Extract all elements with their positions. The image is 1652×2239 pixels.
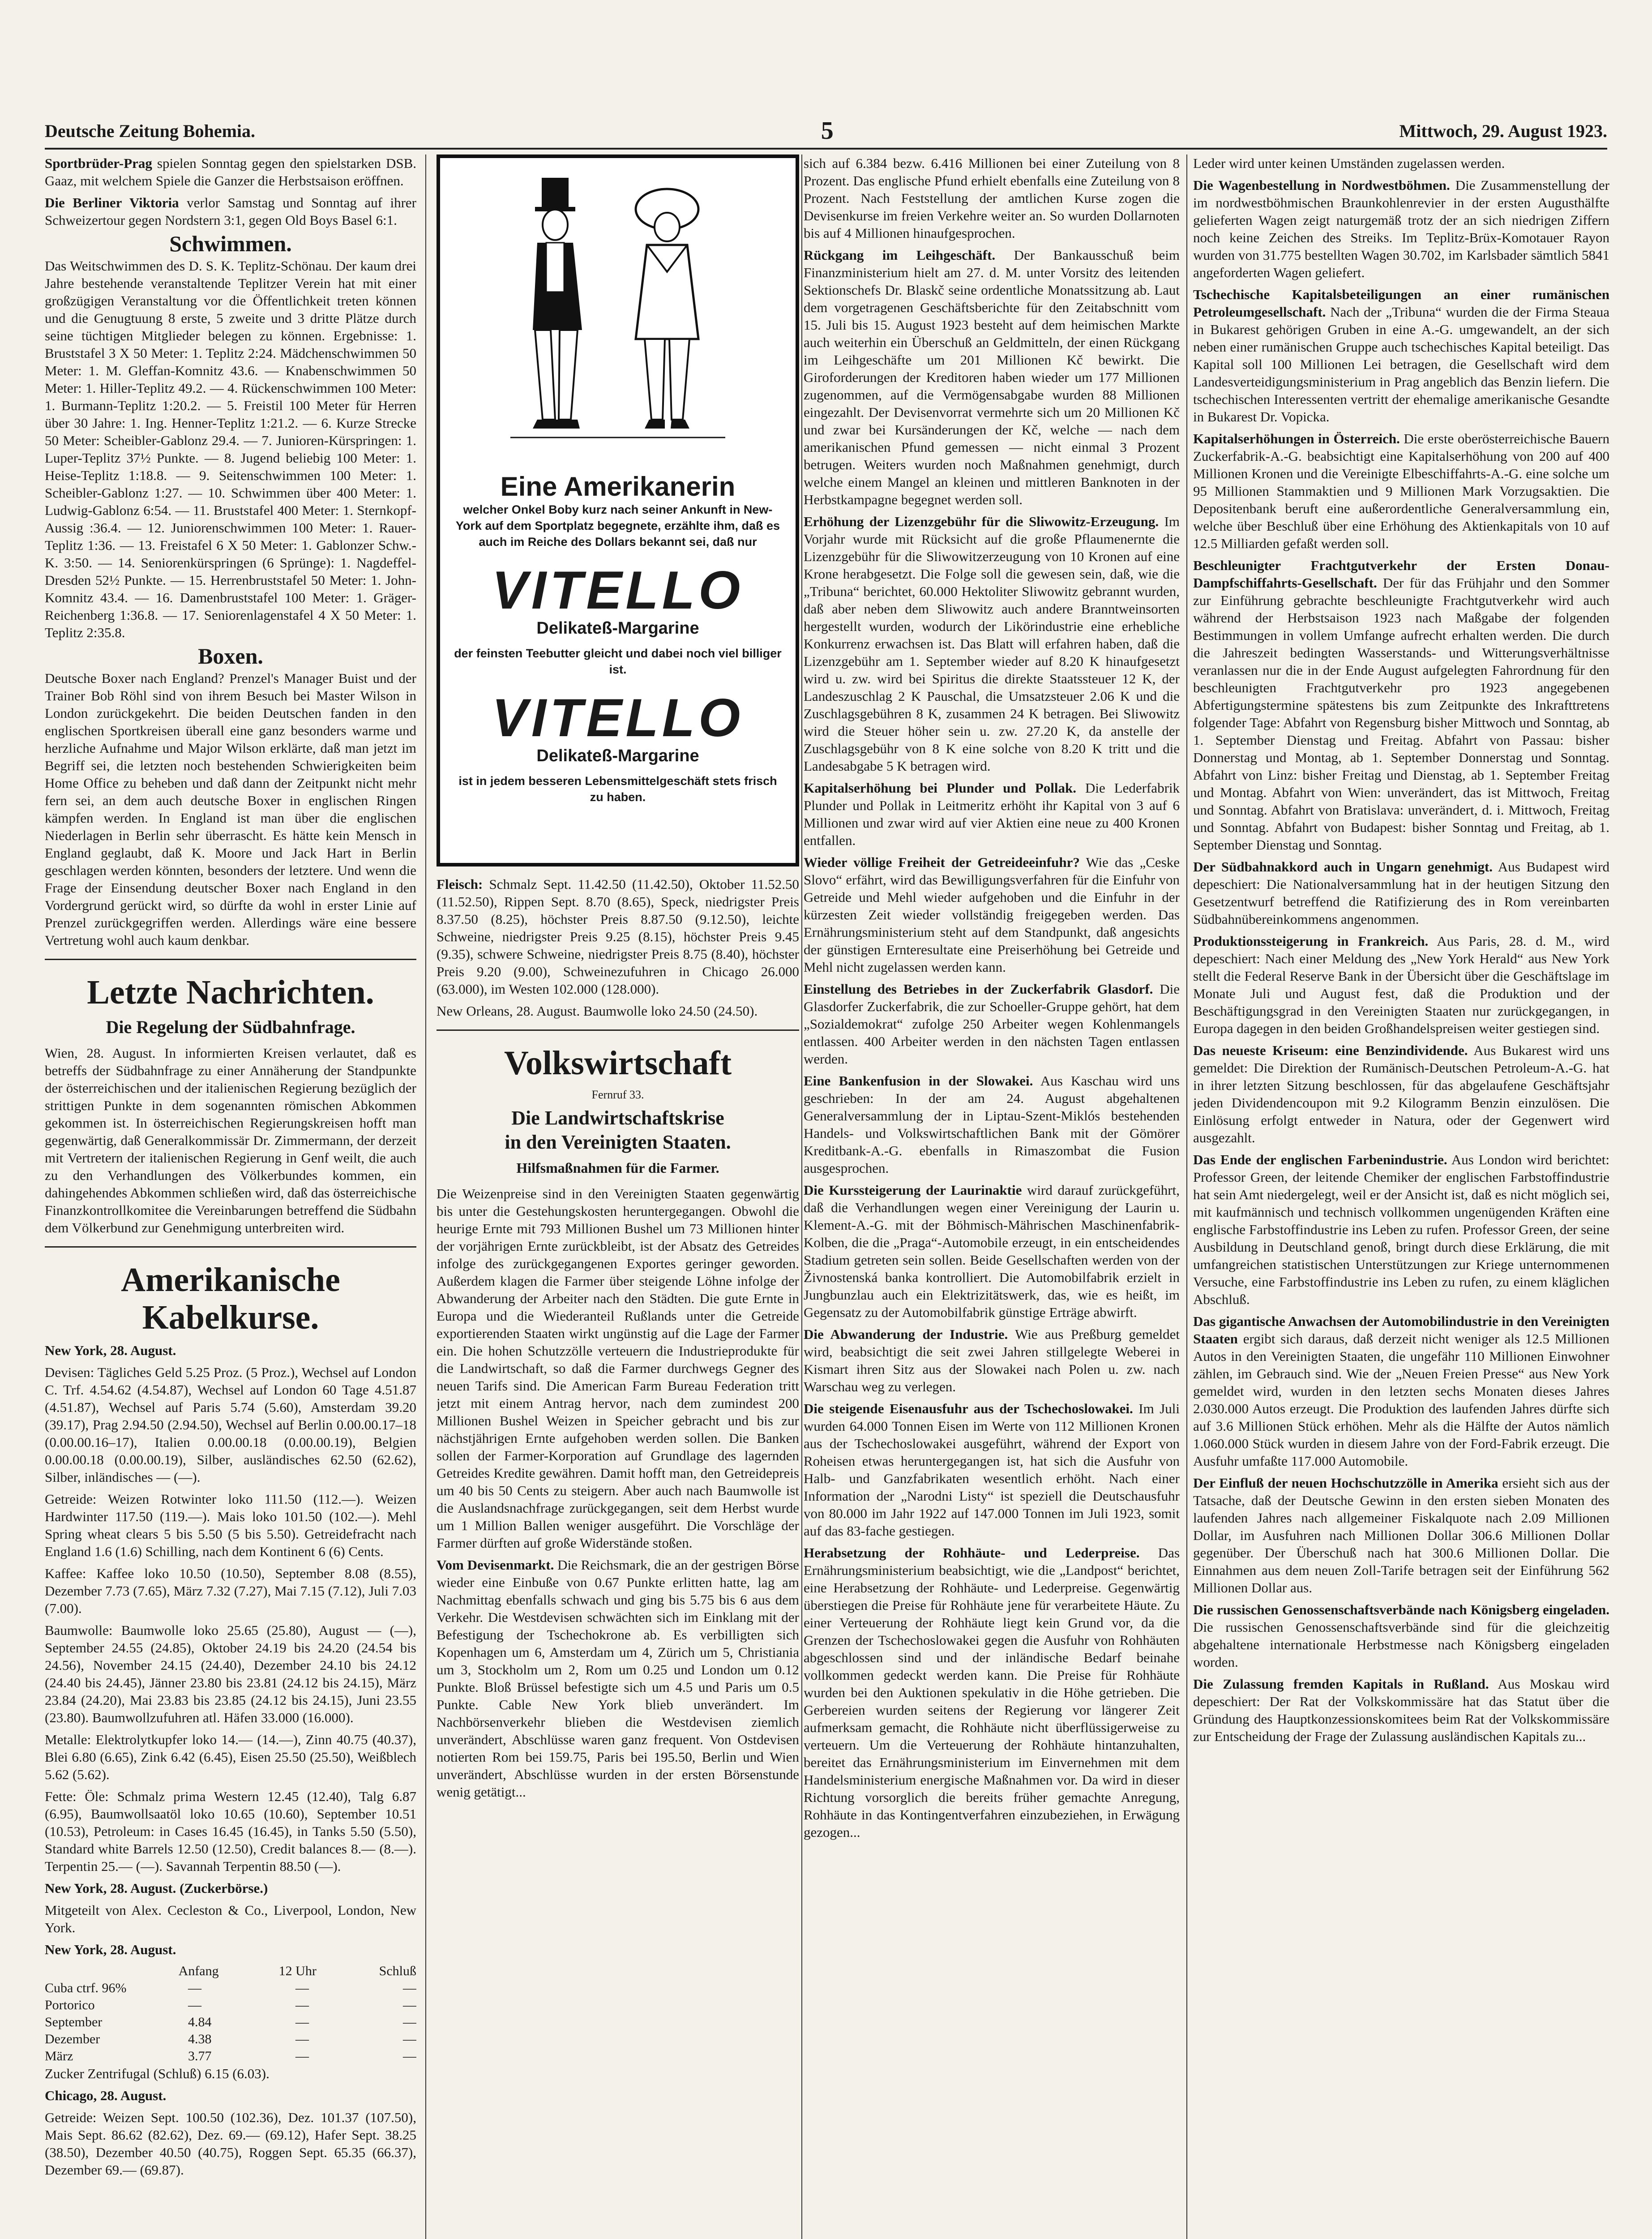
article [1193, 1474, 1609, 1596]
table-row: März 3.77 — — [45, 2049, 416, 2063]
ad-text: welcher Onkel Boby kurz nach seiner Ankunft in New-York auf dem Sportplatz begegnete, erzählte ihm, daß es auch im Reiche des Dollars bekannt sei, daß nur [455, 503, 780, 549]
phone-number: Fernruf 33. [591, 1088, 644, 1101]
article-headline: Die Regelung der Südbahnfrage. [106, 1017, 355, 1037]
article [804, 1400, 1180, 1540]
article-text: Aus Paris, 28. d. M., wird depeschiert: Nach einer Meldung des „New York Herald“ aus New York stellt die Federal Reserve Bank in der Übersicht über die Geschäftslage im Monate Juli und August fest, daß die Produktion und der Beschäftigungsgrad in den Vereinigten Staaten nur zurückgegangen, in Europa dagegen in den beiden Großhandelspreisen weiter gestiegen sind. [1193, 933, 1609, 1036]
column-4 [1193, 154, 1609, 2239]
divider [45, 959, 416, 960]
article-text: Kaffee: Kaffee loko 10.50 (10.50), September 8.08 (8.55), Dezember 7.73 (7.65), März 7.32 (7.27), Mai 7.15 (7.12), Juli 7.03 (7.00). [45, 1566, 416, 1616]
article-text: Wien, 28. August. In informierten Kreisen verlautet, daß es betreffs der Südbahnfrage zu einer Annäherung der Standpunkte der österreichischen und der italienischen Regierung bezüglich der strittigen Punkte in dem sogenannten römischen Abkommen gekommen ist. In österreichischen Regierungskreisen hofft man gegenwärtig, daß Generalkommissär Dr. Zimmermann, der derzeit mit Vertretern der italienischen Regierung in Genf weilt, die auch zu den Verhandlungen des Völkerbundes kommen, ein dahingehendes Abkommen schließen wird, daß das österreichische Finanzkontrollkomitee die Vereinbarungen betreffend die Südbahn dem Völkerbund zur Genehmigung unterbreiten wird. [45, 1045, 416, 1235]
article-lead: Die Zulassung fremden Kapitals in Rußland. [1193, 1676, 1489, 1692]
divider [437, 1029, 799, 1031]
article [437, 875, 799, 998]
newspaper-name: Deutsche Zeitung Bohemia. [45, 120, 255, 141]
column-3 [804, 154, 1180, 2239]
article-text: Wie aus Preßburg gemeldet wird, beabsichtigt die seit zwei Jahren stillgelegte Weberei in Kismart ihren Sitz aus der Slowakei nach Polen u. zw. nach Warschau weg zu verlegen. [804, 1326, 1180, 1394]
ad-illustration [492, 169, 743, 473]
article [1193, 1313, 1609, 1470]
article-text: Fette: Öle: Schmalz prima Western 12.45 (12.40), Talg 6.87 (6.95), Baumwollsaatöl loko 10.65 (10.60), September 10.51 (10.53), Petroleum: in Cases 16.45 (16.45), in Tanks 5.50 (5.50), Standard white Barrels 12.50 (12.50), Credit balances 8.— (8.—). Terpentin 25.— (—). Savannah Terpentin 88.50 (—). [45, 1789, 416, 1874]
dateline: New York, 28. August. [45, 1343, 176, 1358]
column-divider [425, 154, 426, 2239]
ad-text: ist in jedem besseren Lebensmittelgeschäft stets frisch zu haben. [458, 774, 777, 804]
article [804, 1544, 1180, 1841]
article [1193, 932, 1609, 1037]
article-text: Baumwolle: Baumwolle loko 25.65 (25.80), August — (—), September 24.55 (24.85), Oktober 24.19 bis 24.20 (24.54 bis 24.56), November 24.15 (24.40), Dezember 24.10 bis 24.12 (24.40 bis 24.45), Jänner 23.80 bis 23.81 (24.12 bis 24.15), März 23.84 (24.20), Mai 23.83 bis 23.85 (24.12 bis 24.15), Juni 23.55 (23.80). Baumwollzufuhren atl. Häfen 33.000 (16.000). [45, 1622, 416, 1725]
article-lead: Die Abwanderung der Industrie. [804, 1326, 1008, 1342]
article-lead: Produktionssteigerung in Frankreich. [1193, 933, 1429, 949]
article-lead: Fleisch: [437, 876, 483, 892]
article-lead: Die Kurssteigerung der Laurinaktie [804, 1182, 1022, 1198]
article-text: Die Lederfabrik Plunder und Pollak in Leitmeritz erhöht ihr Kapital von 3 auf 6 Millionen und zwar wird auf vier Aktien eine neue zu 400 Kronen entfallen. [804, 780, 1180, 848]
article [437, 1556, 799, 1801]
article-lead: Die Wagenbestellung in Nordwestböhmen. [1193, 177, 1450, 193]
article-lead: Vom Devisenmarkt. [437, 1557, 554, 1573]
vitello-advertisement [437, 154, 799, 866]
article [804, 1325, 1180, 1395]
article [1193, 858, 1609, 928]
article-lead: Tschechische Kapitalsbeteiligungen an einer rumänischen Petroleumgesellschaft. [1193, 287, 1609, 320]
dateline: Chicago, 28. August. [45, 2088, 167, 2103]
article-text: Der für das Frühjahr und den Sommer zur Einführung gebrachte beschleunigte Frachtgutverkehr wird auch während der Herbstsaison 1923 nach Maßgabe der folgenden Bestimmungen in vollem Umfange aufrecht erhalten werden. Die durch die Jahreszeit bedingten Wasserstands- und Witterungsverhältnisse veranlassen nur die in der Ende August aufgelegten Fahrordnung für den beschleunigten Frachtgutverkehr pro 1923 angegebenen Abfertigungstermine spätestens bis zum Zeitpunkte des Inkrafttretens folgender Tage: Abfahrt von Regensburg bisher Mittwoch und Sonntag, ab 1. September Dienstag und Freitag. Abfahrt von Passau: bisher Donnerstag und Montag, ab 1. September Donnerstag und Sonntag. Abfahrt von Linz: bisher Freitag und Dienstag, ab 1. September Freitag und Montag. Abfahrt von Wien: unverändert, das ist Mittwoch, Freitag und Sonntag. Abfahrt von Bratislava: unverändert, d. i. Mittwoch, Freitag und Sonntag. Abfahrt von Budapest: bisher Sonntag und Freitag, ab 1. September Dienstag und Sonntag. [1193, 575, 1609, 853]
article-text: Devisen: Tägliches Geld 5.25 Proz. (5 Proz.), Wechsel auf London C. Trf. 4.54.62 (4.54.87), Wechsel auf London 60 Tage 4.51.87 (4.51.87), Wechsel auf Paris 5.74 (5.60), Amsterdam 39.20 (39.17), Prag 2.94.50 (2.94.50), Wechsel auf Berlin 0.00.00.17–18 (0.00.00.16–17), Italien 0.00.00.18 (0.00.00.19), Belgien 0.00.00.18 (0.00.00.19), Silber, ausländisches 62.50 (62.62), Silber, inländisches — (—). [45, 1364, 416, 1485]
article-headline: in den Vereinigten Staaten. [505, 1131, 731, 1153]
article-lead: Die steigende Eisenausfuhr aus der Tschechoslowakei. [804, 1401, 1133, 1416]
article [804, 513, 1180, 775]
article-text: Die russischen Genossenschaftsverbände sind für die gleichzeitig abgehaltene internationale Herbstmesse nach Königsberg eingeladen worden. [1193, 1619, 1609, 1670]
table-row: Cuba ctrf. 96% — — — [45, 1981, 416, 1995]
section-heading: Boxen. [198, 643, 263, 669]
article-lead: Rückgang im Leihgeschäft. [804, 247, 996, 263]
article-text: Im Juli wurden 64.000 Tonnen Eisen im Werte von 112 Millionen Kronen aus der Tschechoslowakei ausgeführt, während der Export von Roheisen etwas heruntergegangen ist, hat sich die Ausfuhr von Halb- und Ganzfabrikaten wesentlich erhöht. Nach einer Information der „Narodni Listy“ ist speziell die Deutschausfuhr von 80.000 im Jahr 1922 auf 147.000 Tonnen im Juli 1923, somit auf das 83-fache gestiegen. [804, 1401, 1180, 1539]
page-number: 5 [821, 117, 834, 145]
article-lead: Wieder völlige Freiheit der Getreideeinfuhr? [804, 854, 1080, 870]
article [804, 779, 1180, 849]
article-text: Aus Bukarest wird uns gemeldet: Die Direktion der Rumänisch-Deutschen Petroleum-A.-G. hat in ihrer letzten Sitzung beschlossen, für das abgelaufene Geschäftsjahr jeden Dividendencoupon mit 9.2 Kilogramm Benzin einzulösen. Die Einlösung erfolgt entweder in Natura, oder der Gegenwert wird ausgezahlt. [1193, 1042, 1609, 1145]
article [804, 246, 1180, 508]
article-text: verlor Samstag und Sonntag auf ihrer Schweizertour gegen Nordstern 3:1, gegen Old Boys Basel 6:1. [45, 195, 416, 228]
article-text: ergibt sich daraus, daß derzeit nicht weniger als 12.5 Millionen Autos in den Vereinigten Staaten, die ungefähr 110 Millionen Einwohner zählen, im Gebrauch sind. Wie der „Neuen Freien Presse“ aus New York gemeldet wird, wurden in den letzten sechs Monaten dieses Jahres 2.030.000 Autos erzeugt. Die Produktion des laufenden Jahres dürfte sich auf 3.6 Millionen Stück erhöhen. Mehr als die Hälfte der Autos nämlich 1.060.000 Stück wurden in diesem Jahre von der Ford-Fabrik erzeugt. Die Ausfuhr umfaßte 117.000 Automobile. [1193, 1331, 1609, 1469]
section-heading: Schwimmen. [169, 231, 292, 256]
article-lead: Die Berliner Viktoria [45, 195, 179, 210]
article-text: Deutsche Boxer nach England? Prenzel's Manager Buist und der Trainer Bob Röhl sind von ihrem Besuch bei Master Wilson in London zurückgekehrt. Die beiden Deutschen fanden in den englischen Sportkreisen überall eine ganz besonders warme und herzliche Aufnahme und Major Wilson erklärte, daß man jetzt im Begriff sei, die letzten noch bestehenden Schwierigkeiten beim Home Office zu beheben und daß dann der Zeitpunkt nicht mehr fern sei, an dem auch deutsche Boxer in englischen Ringen kämpfen werden. In England ist man über die englischen Niederlagen in Berlin sehr überrascht. Es hätte kein Mensch in England geglaubt, daß K. Moore und Jack Hart in Berlin geschlagen werden könnten, besonders der letztere. Und wenn die Frage der Einsendung deutscher Boxer nach England in den Vordergrund gerückt wird, so dürfte da wohl in erster Linie auf Prenzel zurückgegriffen werden. Allerdings wäre eine bessere Vertretung wohl auch kaum denkbar. [45, 670, 416, 948]
article-lead: Das Ende der englischen Farbenindustrie. [1193, 1152, 1447, 1167]
article-text: Die erste oberösterreichische Bauern Zuckerfabrik-A.-G. beabsichtigt eine Kapitalserhöhung von 200 auf 400 Millionen Kronen und die Vereinigte Elbeschiffahrts-A.-G. eine solche um 95 Millionen Stammaktien und 9 Millionen Mark Vorzugsaktien. Die Depositenbank beruft eine außerordentliche Generalversammlung ein, welche über Beschluß über eine Erhöhung des Aktienkapitals von 10 auf 12.5 Milliarden gefaßt werden soll. [1193, 431, 1609, 551]
article [1193, 1042, 1609, 1146]
article [1193, 176, 1609, 281]
article [804, 854, 1180, 976]
masthead [45, 117, 1607, 144]
article-text: Leder wird unter keinen Umständen zugelassen werden. [1193, 155, 1505, 171]
article-text: wird darauf zurückgeführt, daß die Verhandlungen wegen einer Vereinigung der Laurin u. Klement-A.-G. mit der Böhmisch-Mährischen Maschinenfabrik-Kolben, die die „Praga“-Automobile erzeugt, in ein entscheidendes Stadium getreten sein sollen. Beide Gesellschaften werden von der Živnostenská banka kontrolliert. Die Automobilfabrik erzielt in Jungbunzlau auch ein Elektrizitätswerk, das, wie es heißt, im Gegensatz zu der Automobilfabrik günstige Erträge abwirft. [804, 1182, 1180, 1320]
table-row: September 4.84 — — [45, 2015, 416, 2029]
article [1193, 557, 1609, 854]
section-heading: Letzte Nachrichten. [87, 974, 374, 1011]
article-lead: Sportbrüder-Prag [45, 155, 152, 171]
article [1193, 430, 1609, 552]
column-divider [801, 154, 802, 2239]
article-lead: Das neueste Kriseum: eine Benzindividende. [1193, 1042, 1468, 1058]
article [1193, 1151, 1609, 1308]
section-heading: Amerikanische Kabelkurse. [121, 1261, 340, 1336]
column-1 [45, 154, 416, 2239]
article [804, 1181, 1180, 1321]
ad-title: Eine Amerikanerin [500, 472, 736, 502]
article-text: Die Glasdorfer Zuckerfabrik, die zur Schoeller-Gruppe gehört, hat dem „Sozialdemokrat“ zufolge 250 Arbeiter wegen Kohlenmangels entlassen. 400 Arbeiter werden in den nächsten Tagen entlassen werden. [804, 981, 1180, 1067]
dateline: New York, 28. August. (Zuckerbörse.) [45, 1880, 268, 1896]
article-text: Aus London wird berichtet: Professor Green, der leitende Chemiker der englischen Farbstoffindustrie hat sein Amt niedergelegt, weil er der Ansicht ist, daß es nicht möglich sei, mit kaufmännisch und technisch vollkommen ungenügenden Kräften eine englische Farbstoffindustrie ins Leben zu rufen. Professor Green, der seine Ausbildung in Deutschland genoß, bringt durch diese Erklärung, die mit umfangreichen statistischen Unterstützungen zur Kriege unternommenen Versuche, eine Farbstoffindustrie ins Leben zu rufen, zu einem kläglichen Abschluß. [1193, 1152, 1609, 1307]
section-heading: Volkswirtschaft [504, 1044, 732, 1082]
article-text: Aus Kaschau wird uns geschrieben: In der am 24. August abgehaltenen Generalversammlung der in Liptau-Szent-Miklós bestehenden Handels- und Volkswirtschaftlichen Bank mit der Gömörer Kreditbank-A.-G. ebenfalls in Rimaszombat die Fusion ausgesprochen. [804, 1073, 1180, 1176]
article [804, 980, 1180, 1068]
article [1193, 286, 1609, 425]
article [45, 154, 416, 189]
brand-logo: VITELLO [492, 560, 744, 620]
column-2 [437, 154, 799, 2239]
header-rule [45, 148, 1607, 150]
article-text: spielen Sonntag gegen den spielstarken DSB. Gaaz, mit welchem Spiele die Ganzer die Herbstsaison eröffnen. [45, 155, 416, 189]
brand-logo: VITELLO [492, 688, 744, 748]
article-text: New Orleans, 28. August. Baumwolle loko 24.50 (24.50). [437, 1003, 758, 1019]
article-text: Getreide: Weizen Rotwinter loko 111.50 (112.—). Weizen Hardwinter 117.50 (119.—). Mais loko 101.50 (102.—). Mehl Spring wheat clears 5 bis 5.50 (5 bis 5.50). Getreidefracht nach England 1.6 (1.6) Schilling, nach dem Kontinent 6 (6) Cents. [45, 1491, 416, 1559]
column-divider [1186, 154, 1187, 2239]
article-lead: Herabsetzung der Rohhäute- und Lederpreise. [804, 1545, 1140, 1561]
article [45, 194, 416, 229]
table-row: Portorico — — — [45, 1998, 416, 2012]
table-header: Anfang 12 Uhr Schluß [178, 1964, 416, 1978]
table-row: Dezember 4.38 — — [45, 2032, 416, 2046]
article-text: Zucker Zentrifugal (Schluß) 6.15 (6.03). [45, 2066, 270, 2081]
article-subheadline: Hilfsmaßnahmen für die Farmer. [516, 1160, 719, 1176]
article-lead: Die russischen Genossenschaftsverbände nach Königsberg eingeladen. [1193, 1602, 1609, 1617]
article-text: sich auf 6.384 bezw. 6.416 Millionen bei einer Zuteilung von 8 Prozent. Das englische Pfund erhielt ebenfalls eine Zuteilung von 8 Prozent. Nach Feststellung der amtlichen Kurse zogen die Devisenkurse im freien Verkehre weiter an. So wurden Dollarnoten bis auf 4 Millionen hinaufgesprochen. [804, 155, 1180, 241]
article-text: Aus Moskau wird depeschiert: Der Rat der Volkskommissäre hat das Statut über die Gründung des Hauptkonzessionskomitees beim Rat der Volkskommissäre zur Entscheidung der Frage der Zulassung ausländischen Kapitals zu... [1193, 1676, 1609, 1744]
article-headline: Die Landwirtschaftskrise [511, 1107, 724, 1129]
article-text: Wie das „Ceske Slovo“ erfährt, wird das Bewilligungsverfahren für die Einfuhr von Getreide und Mehl wieder aufgehoben und die Einfuhr in der kürzesten Zeit wieder vollständig freigegeben werden. Das Ernährungsministerium steht auf dem Standpunkt, daß angesichts der günstigen Ernteresultate eine Preiserhöhung bei Getreide und Mehl nicht zugelassen werden kann. [804, 854, 1180, 975]
article-text: Die Zusammenstellung der im nordwestböhmischen Braunkohlenrevier in der ersten Augusthälfte gelieferten Wagen zeigt naturgemäß trotz der an sich niedrigen Ziffern noch keine Zeichen des Streiks. Im Teplitz-Brüx-Komotauer Rayon wurden von 31.775 bestellten Wagen 30.702, im Karlsbader sämtlich 5841 angeforderten Wagen geliefert. [1193, 177, 1609, 280]
article-lead: Der Einfluß der neuen Hochschutzzölle in Amerika [1193, 1475, 1498, 1491]
article-text: Mitgeteilt von Alex. Cecleston & Co., Liverpool, London, New York. [45, 1902, 416, 1935]
article-lead: Kapitalserhöhungen in Österreich. [1193, 431, 1400, 446]
article [1193, 1675, 1609, 1745]
article-text: ersieht sich aus der Tatsache, daß der Deutsche Gewinn in den ersten sieben Monaten des laufenden Jahres nach allgemeiner Fiskalquote nach 2.09 Millionen Dollar, im Ausfuhren nach Millionen Dollar 306.6 Millionen Dollar gegenüber. Der Überschuß nach hat 300.6 Millionen Dollar. Die Einnahmen aus dem neuen Zoll-Tarife betragen seit der Einführung 562 Millionen Dollar aus. [1193, 1475, 1609, 1596]
article-text: Metalle: Elektrolytkupfer loko 14.— (14.—), Zinn 40.75 (40.37), Blei 6.80 (6.65), Zink 6.42 (6.45), Eisen 25.50 (25.50), Weißblech 5.62 (5.62). [45, 1732, 416, 1782]
article [804, 1072, 1180, 1177]
article-text: Im Vorjahr wurde mit Rücksicht auf die große Pflaumenernte die Lizenzgebühr für die Sliwowitzerzeugung von 10 Kronen auf eine Krone herabgesetzt. Die Folge soll die gewesen sein, daß, wie die „Tribuna“ berichtet, 60.000 Hektoliter Sliwowitz gebrannt wurden, daß aber neben dem Sliwowitz auch andere Branntweinsorten hergestellt wurden, wodurch der Likörindustrie eine erhebliche Konkurrenz erwachsen ist. Das Blatt will erfahren haben, daß die Lizenzgebühr am 1. September wieder auf 8.20 K hinaufgesetzt wird u. zw. wird bei Spiritus die direkte Staatssteuer 12 K, der Landeszuschlag 2 K Pauschal, die Umsatzsteuer 2.06 K und die Zuschlagsgebühren 8 K, zusammen 24 K betragen. Bei Sliwowitz wird die Steuer höher sein u. zw. 27.20 K, da anstelle der Zuschlagsgebühr von 8 K eine solche von 8.20 K tritt und die Landesabgabe 5 K betragen wird. [804, 514, 1180, 774]
article-text: Das Weitschwimmen des D. S. K. Teplitz-Schönau. Der kaum drei Jahre bestehende veranstaltende Teplitzer Verein hat mit einer großzügigen Veranstaltung vor die Öffentlichkeit treten können und die Genugtuung 8 erste, 5 zweite und 3 dritte Plätze durch seine tüchtigen Mitglieder belegen zu können. Ergebnisse: 1. Bruststafel 3 X 50 Meter: 1. Teplitz 2:24. Mädchenschwimmen 50 Meter: 1. M. Gleffan-Komnitz 43.6. — Knabenschwimmen 50 Meter: 1. Hiller-Teplitz 49.2. — 4. Rückenschwimmen 100 Meter: 1. Burmann-Teplitz 1:20.2. — 5. Freistil 100 Meter für Herren über 30 Jahre: 1. Ing. Henner-Teplitz 1:21.2. — 6. Kurze Strecke 50 Meter: Scheibler-Gablonz 29.4. — 7. Junioren-Kürspringen: 1. Luper-Teplitz 37½ Punkte. — 8. Jugend beliebig 100 Meter: 1. Heise-Teplitz 1:18.8. — 9. Seitenschwimmen 100 Meter: 1. Scheibler-Gablonz 1:27. — 10. Schwimmen über 400 Meter: 1. Ludwig-Gablonz 6:54. — 11. Bruststafel 400 Meter: 1. Sternkopf-Aussig :36.4. — 12. Juniorenschwimmen 100 Meter: 1. Rauer-Teplitz 1:36. — 13. Freistafel 6 X 50 Meter: 1. Gablonzer Schw.-K. 3:50. — 14. Seniorenkürspringen (6 Sprünge): 1. Nagdeffel-Dresden 52½ Punkte. — 15. Herrenbruststafel 50 Meter: 1. John-Komnitz 43.4. — 16. Damenbruststafel 100 Meter: 1. Gräger-Reichenberg 1:36.8. — 17. Seniorenlagenstafel 4 X 50 Meter: 1. Teplitz 2:35.8. [45, 258, 416, 640]
article-lead: Das gigantische Anwachsen der Automobilindustrie in den Vereinigten Staaten [1193, 1313, 1609, 1347]
article-text: Schmalz Sept. 11.42.50 (11.42.50), Oktober 11.52.50 (11.52.50), Rippen Sept. 8.70 (8.65), Speck, niedrigster Preis 8.37.50 (8.25), höchster Preis 8.87.50 (9.12.50), leichte Schweine, niedrigster Preis 9.25 (8.15), höchster Preis 9.45 (9.35), schwere Schweine, niedrigster Preis 8.75 (8.40), höchster Preis 9.20 (9.00), Schweinezufuhren in Chicago 26.000 (63.000), im Westen 102.000 (128.000). [437, 876, 799, 997]
divider [45, 1246, 416, 1248]
ad-text: der feinsten Teebutter gleicht und dabei noch viel billiger ist. [454, 647, 782, 676]
article-text: Die Reichsmark, die an der gestrigen Börse wieder eine Einbuße von 0.67 Punkte erlitten hatte, lag am Nachmittag ebenfalls schwach und ging bis 5.75 bis 6 aus dem Verkehr. Die Westdevisen schwächten sich im Einklang mit der Befestigung der Tschechokrone ab. Es verbilligten sich Kopenhagen um 6, Amsterdam um 4, Zürich um 5, Christiania um 3, Stockholm um 2, Rom um 0.25 und London um 0.12 Punkte. Bloß Brüssel befestigte sich um 4.5 und Paris um 0.5 Punkte. Cable New York blieb unverändert. Im Nachbörsenverkehr blieben die Westdevisen ziemlich unverändert, Abschlüsse waren ganz frequent. Von Ostdevisen notierten Rom bei 159.75, Paris bei 195.50, Berlin und Wien unverändert, Abschlüsse wurden in der ersten Börsenstunde wenig getätigt... [437, 1557, 799, 1800]
ad-product: Delikateß-Margarine [536, 746, 699, 765]
issue-date: Mittwoch, 29. August 1923. [1399, 120, 1607, 141]
article-text: Nach der „Tribuna“ wurden die der Firma Steaua in Bukarest gehörigen Gruben in eine A.-G. umgewandelt, an der sich neben einer rumänischen Gruppe auch tschechisches Kapital beteiligt. Das Kapital soll 100 Millionen Lei betragen, die Gesellschaft wird dem Landesverteidigungsministerium in Prag angeblich das Benzin liefern. Die tschechischen Interessenten vertritt der ehemalige amerikanische Gesandte in Bukarest Dr. Vopicka. [1193, 304, 1609, 425]
price-table [45, 1963, 416, 2065]
article-text: Der Bankausschuß beim Finanzministerium hielt am 27. d. M. unter Vorsitz des leitenden Sektionschefs Dr. Blaskč seine ordentliche Monatssitzung ab. Laut dem vorgetragenen Geschäftsberichte für den Zeitabschnitt vom 15. Juli bis 15. August 1923 besteht auf dem heimischen Markte auch weiterhin ein Überschuß an Geldmitteln, der einen Rückgang im Leihgeschäfte um 201 Millionen Kč bewirkt. Die Giroforderungen der Kreditoren haben wieder um 177 Millionen zugenommen, auf die Vermögensabgabe wurden 88 Millionen eingezahlt. Der Devisenvorrat vermehrte sich um 20 Millionen Kč und zwar bei Kursänderungen der Kč, welche — nach dem amerikanischen Pfund gemessen — nicht einmal 3 Prozent betrugen. Weiters wurden noch Maßnahmen genehmigt, durch welche einem Mangel an kleinen und mittleren Banknoten in der Herbstkampagne begegnet werden soll. [804, 247, 1180, 507]
article-lead: Eine Bankenfusion in der Slowakei. [804, 1073, 1033, 1089]
article-text: Getreide: Weizen Sept. 100.50 (102.36), Dez. 101.37 (107.50), Mais Sept. 86.62 (82.62), Dez. 69.— (69.12), Hafer Sept. 38.25 (38.50), Dezember 40.50 (40.75), Roggen Sept. 65.35 (66.37), Dezember 69.— (69.87). [45, 2110, 416, 2178]
dateline: New York, 28. August. [45, 1942, 176, 1957]
article-text: Aus Budapest wird depeschiert: Die Nationalversammlung hat in der heutigen Sitzung den Gesetzentwurf betreffend die Ratifizierung des in Rom vereinbarten Südbahnübereinkommens angenommen. [1193, 859, 1609, 927]
article-lead: Beschleunigter Frachtgutverkehr der Ersten Donau-Dampfschiffahrts-Gesellschaft. [1193, 558, 1609, 591]
article [1193, 1601, 1609, 1671]
article-lead: Der Südbahnakkord auch in Ungarn genehmigt. [1193, 859, 1493, 875]
article-text: Das Ernährungsministerium beabsichtigt, wie die „Landpost“ berichtet, eine Herabsetzung der Rohhäute- und Lederpreise. Gegenwärtig überstiegen die Preise für Rohhäute jene für verarbeitete Häute. Zu einer Verteuerung der Rohhäute liegt kein Grund vor, da die Grenzen der Tschechoslowakei gegen die Ausfuhr von Rohhäuten abgeschlossen sind und der inländische Bedarf beinahe vollkommen gedeckt werden kann. Die Preise für Rohhäute wurden bei den Auktionen spekulativ in die Höhe getrieben. Die Gerbereien wurden seitens der Regierung vor längerer Zeit aufmerksam gemacht, die Rohhäute nicht überflüssigerweise zu verteuern. Um die Verteuerung der Rohhäute hintanzuhalten, bereitet das Ernährungsministerium im Einvernehmen mit dem Handelsministerium energische Maßnahmen vor. Da wird in dieser Richtung vorsorglich die bereits früher gemachte Anregung, Rohhäute in das Kontingentverfahren einzubeziehen, in Erwägung gezogen... [804, 1545, 1180, 1840]
ad-product: Delikateß-Margarine [536, 619, 699, 638]
article-lead: Erhöhung der Lizenzgebühr für die Sliwowitz-Erzeugung. [804, 514, 1159, 529]
article-lead: Einstellung des Betriebes in der Zuckerfabrik Glasdorf. [804, 981, 1153, 997]
article-text: Die Weizenpreise sind in den Vereinigten Staaten gegenwärtig bis unter die Gestehungskosten heruntergegangen. Obwohl die heurige Ernte mit 793 Millionen Bushel um 73 Millionen hinter der vorjährigen Ernte zurückbleibt, ist der Absatz des Getreides infolge des zurückgegangenen Exportes geringer geworden. Außerdem klagen die Farmer über steigende Löhne infolge der Abwanderung der Arbeiter nach den Städten. Die gute Ernte in Europa und die Wiederanteil Rußlands unter die Getreide exportierenden Staaten wirkt ungünstig auf die Lage der Farmer ein. Die hohen Schutzzölle verteuern die Industrieprodukte für die Landwirtschaft, so daß die Farmer durchwegs Gegner des neuen Tarifs sind. Die American Farm Bureau Federation tritt jetzt mit einem Antrag hervor, nach dem zumindest 200 Millionen Bushel Weizen in Speicher gebracht und bis zur nächstjährigen Ernte aufgehoben werden sollen. Die Banken sollen der Farmer-Korporation auf Grundlage des lagernden Getreides Kredite gewähren. Damit hofft man, den Getreidepreis um 40 bis 50 Cents zu steigern. Aber auch nach Baumwolle ist die Auslandsnachfrage zurückgegangen, seit dem Herbst wurde um 1 Million Ballen weniger ausgeführt. Die Vorschläge der Farmer dürften auf große Widerstände stoßen. [437, 1186, 799, 1551]
article-lead: Kapitalserhöhung bei Plunder und Pollak. [804, 780, 1077, 796]
